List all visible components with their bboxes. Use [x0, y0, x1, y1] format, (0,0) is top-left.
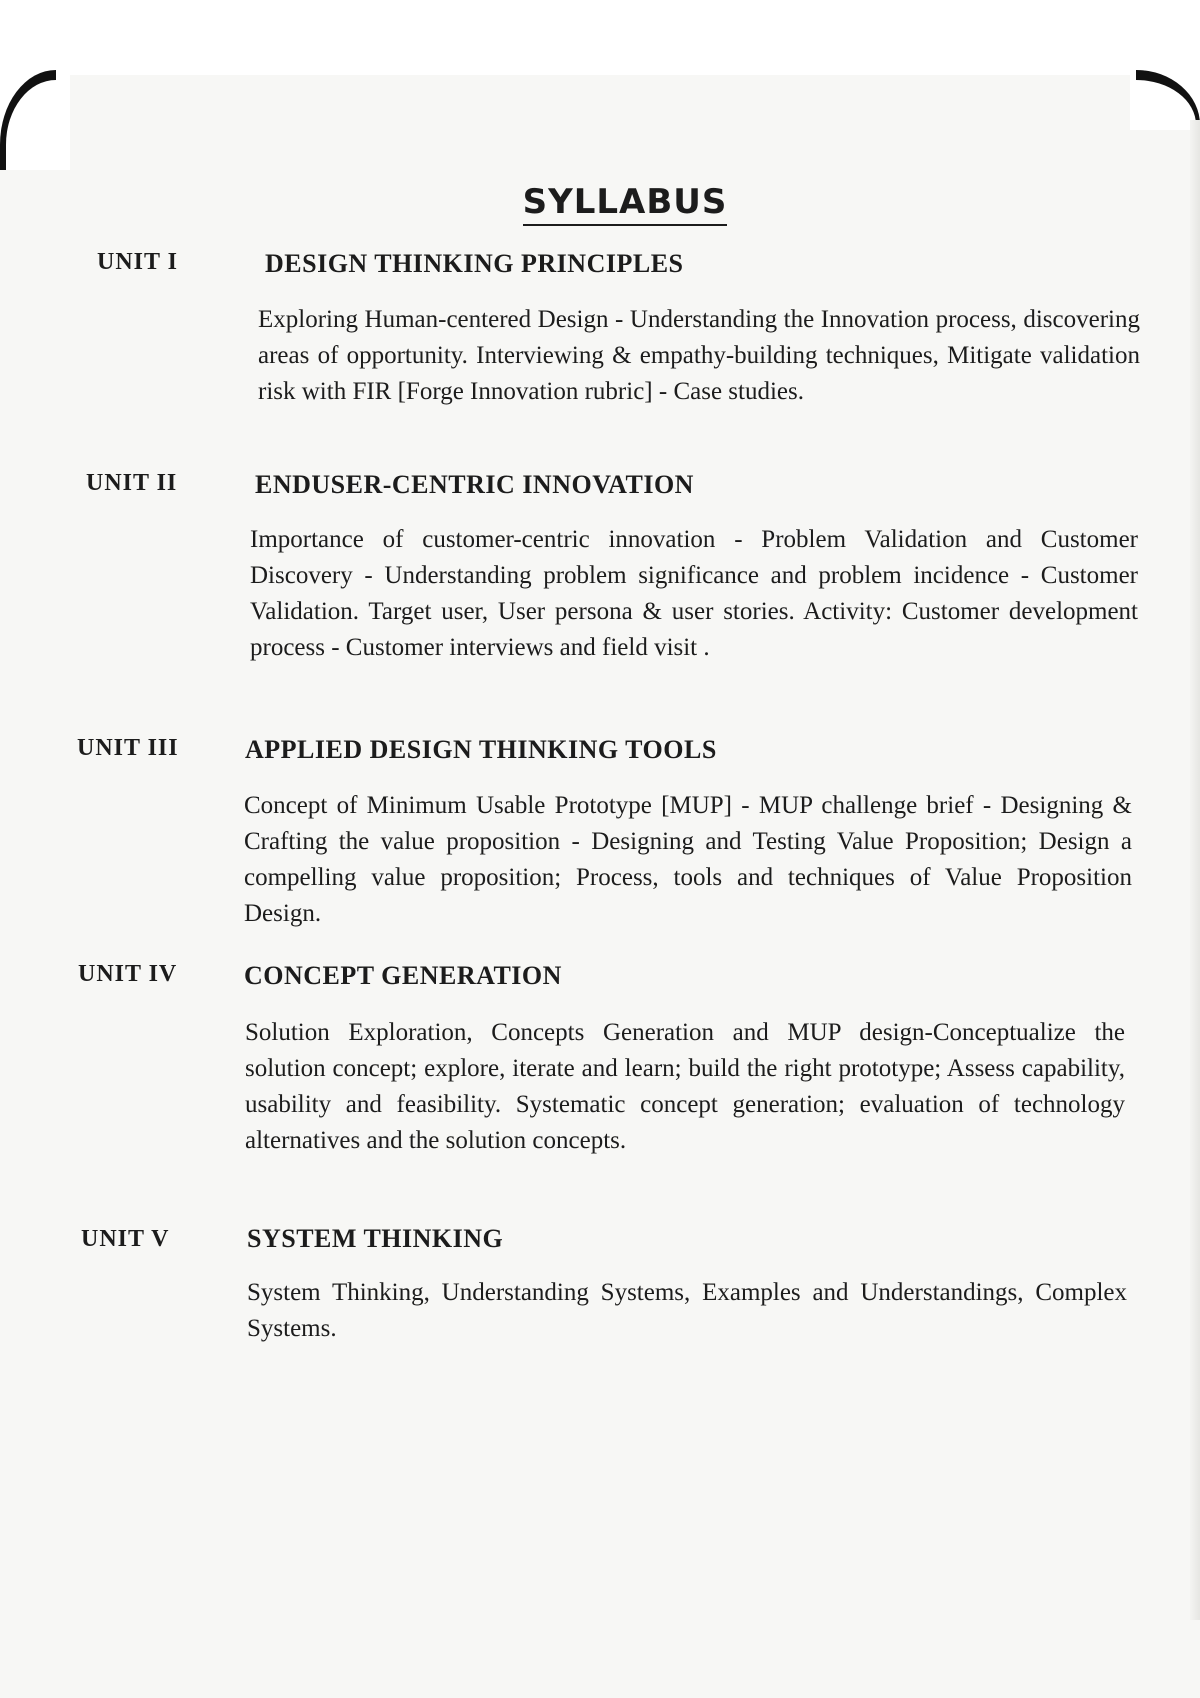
- unit-heading: ENDUSER-CENTRIC INNOVATION: [255, 470, 694, 499]
- page-title-text: SYLLABUS: [523, 182, 728, 226]
- unit-label: UNIT V: [81, 1226, 170, 1252]
- unit-heading: CONCEPT GENERATION: [244, 961, 562, 990]
- unit-description: Solution Exploration, Concepts Generation and MUP design-Conceptualize the solution concept; explore, iterate and learn; build the right prototype; Assess capability, usability and feasibility. Systematic concept generation; evaluation of technology alternatives and the solution concepts.: [245, 1019, 1125, 1154]
- unit-label: UNIT IV: [78, 961, 178, 987]
- unit-description: Concept of Minimum Usable Prototype [MUP] - MUP challenge brief - Designing & Crafting the value proposition - Designing and Testing Value Proposition; Design a compelling value proposition; Process, tools and techniques of Value Proposition Design.: [244, 792, 1132, 927]
- unit-heading: APPLIED DESIGN THINKING TOOLS: [245, 735, 717, 764]
- unit-heading: SYSTEM THINKING: [247, 1224, 504, 1253]
- unit-description: System Thinking, Understanding Systems, Examples and Understandings, Complex Systems.: [247, 1279, 1127, 1342]
- unit-description: Importance of customer-centric innovation - Problem Validation and Customer Discovery - Understanding problem significance and problem incidence - Customer Validation. Target user, User persona & user stories. Activity: Customer development process - Customer interviews and field visit .: [250, 526, 1138, 661]
- unit-description: Exploring Human-centered Design - Understanding the Innovation process, discovering areas of opportunity. Interviewing & empathy-building techniques, Mitigate validation risk with FIR [Forge Innovation rubric] - Case studies.: [258, 306, 1140, 405]
- page-title: [0, 182, 1200, 222]
- page-corner-left: [0, 0, 70, 170]
- unit-heading: DESIGN THINKING PRINCIPLES: [265, 249, 684, 278]
- unit-label: UNIT I: [97, 249, 178, 275]
- scan-background: [0, 0, 1200, 75]
- page-corner-right: [1130, 0, 1200, 130]
- unit-label: UNIT III: [77, 735, 179, 761]
- page-edge-shadow: [1190, 120, 1200, 1620]
- unit-label: UNIT II: [86, 470, 178, 496]
